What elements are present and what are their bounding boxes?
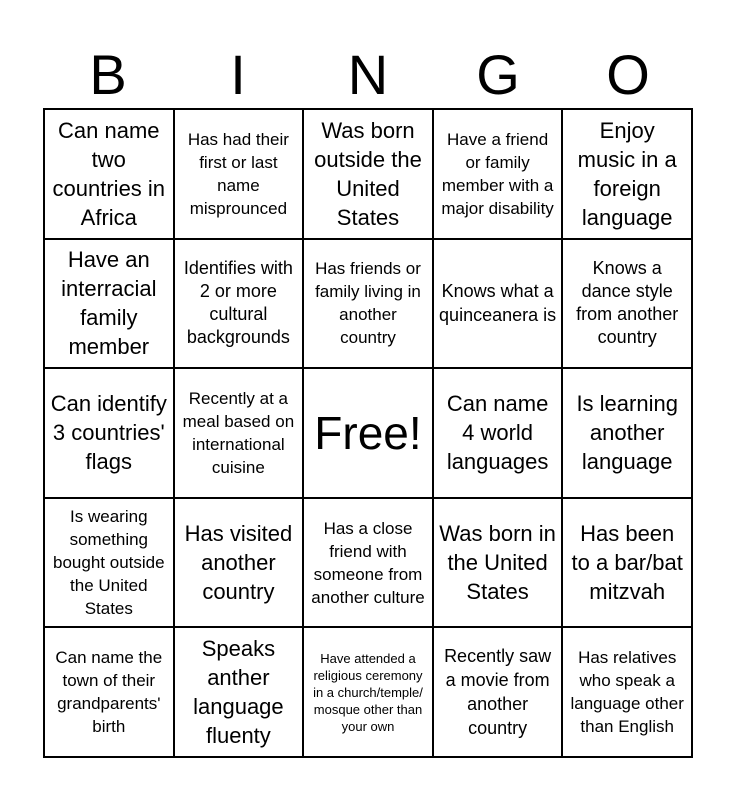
bingo-cell[interactable] bbox=[562, 368, 692, 498]
bingo-cell[interactable] bbox=[174, 239, 304, 369]
bingo-cell[interactable] bbox=[303, 627, 433, 757]
bingo-cell[interactable] bbox=[174, 109, 304, 239]
bingo-cell[interactable] bbox=[303, 498, 433, 628]
cell-text: Has friends or family living in another country bbox=[315, 259, 421, 348]
free-space-text: Free! bbox=[314, 406, 422, 459]
cell-text: Knows what a quinceanera is bbox=[439, 281, 557, 326]
bingo-header bbox=[43, 42, 693, 108]
cell-text: Can name 4 world languages bbox=[446, 391, 549, 475]
cell-text: Has relatives who speak a language other than English bbox=[570, 648, 684, 737]
bingo-cell[interactable] bbox=[562, 239, 692, 369]
bingo-cell[interactable] bbox=[174, 368, 304, 498]
bingo-cell[interactable] bbox=[433, 368, 563, 498]
cell-text: Can name two countries in Africa bbox=[52, 117, 166, 230]
cell-text: Has been to a bar/bat mitzvah bbox=[571, 521, 683, 605]
cell-text: Is learning another language bbox=[576, 391, 678, 475]
bingo-cell[interactable] bbox=[562, 109, 692, 239]
bingo-cell[interactable] bbox=[433, 627, 563, 757]
cell-text: Was born in the United States bbox=[439, 521, 556, 605]
bingo-cell[interactable] bbox=[44, 109, 174, 239]
bingo-card-grid bbox=[43, 108, 693, 758]
bingo-cell[interactable] bbox=[44, 627, 174, 757]
cell-text: Was born outside the United States bbox=[314, 117, 422, 230]
header-letter-g: G bbox=[476, 43, 520, 106]
header-letter-n: N bbox=[347, 43, 389, 106]
bingo-cell[interactable] bbox=[433, 498, 563, 628]
header-letter-b: B bbox=[89, 43, 127, 106]
bingo-cell[interactable] bbox=[303, 109, 433, 239]
cell-text: Have attended a religious ceremony in a church/temple/ mosque other than your own bbox=[313, 650, 423, 734]
cell-text: Knows a dance style from another country bbox=[576, 258, 679, 348]
bingo-cell[interactable] bbox=[433, 109, 563, 239]
cell-text: Has a close friend with someone from another culture bbox=[311, 518, 425, 607]
bingo-cell[interactable] bbox=[562, 498, 692, 628]
bingo-cell[interactable] bbox=[433, 239, 563, 369]
cell-text: Recently saw a movie from another country bbox=[444, 646, 552, 739]
bingo-cell[interactable] bbox=[174, 498, 304, 628]
cell-text: Have a friend or family member with a major disability bbox=[441, 129, 554, 218]
header-letter-i: I bbox=[230, 43, 246, 106]
bingo-cell[interactable] bbox=[44, 498, 174, 628]
cell-text: Can identify 3 countries' flags bbox=[50, 391, 167, 475]
cell-text: Enjoy music in a foreign language bbox=[577, 117, 677, 230]
bingo-cell[interactable] bbox=[44, 239, 174, 369]
bingo-cell[interactable] bbox=[303, 239, 433, 369]
free-space-cell[interactable] bbox=[303, 368, 433, 498]
cell-text: Recently at a meal based on international cuisine bbox=[182, 388, 295, 477]
cell-text: Has visited another country bbox=[184, 521, 293, 605]
cell-text: Can name the town of their grandparents' birth bbox=[55, 648, 163, 737]
cell-text: Is wearing something bought outside the United States bbox=[53, 507, 165, 619]
cell-text: Identifies with 2 or more cultural backgrounds bbox=[183, 258, 293, 348]
bingo-cell[interactable] bbox=[174, 627, 304, 757]
cell-text: Speaks anther language fluenty bbox=[193, 636, 284, 749]
bingo-cell[interactable] bbox=[562, 627, 692, 757]
bingo-cell[interactable] bbox=[44, 368, 174, 498]
header-letter-o: O bbox=[606, 43, 650, 106]
cell-text: Have an interracial family member bbox=[61, 247, 157, 360]
cell-text: Has had their first or last name misprounced bbox=[187, 129, 289, 218]
